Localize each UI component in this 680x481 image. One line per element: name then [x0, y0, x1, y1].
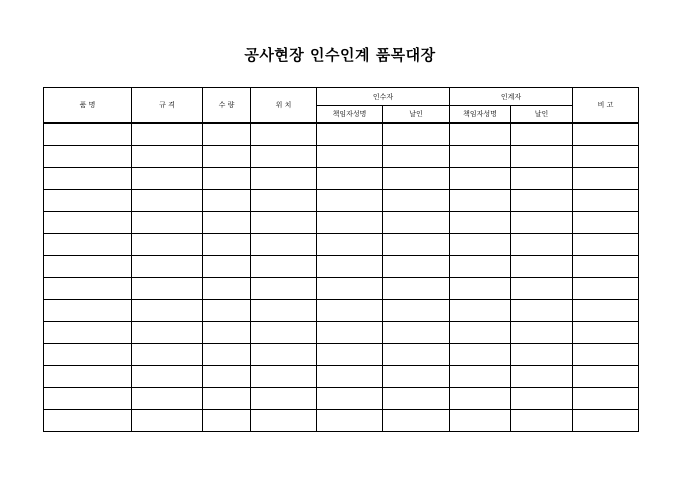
- quantity-cell[interactable]: [203, 234, 251, 256]
- receiver-seal-cell[interactable]: [383, 234, 450, 256]
- table-row: [44, 234, 639, 256]
- receiver-seal-cell[interactable]: [383, 256, 450, 278]
- handover-name-cell[interactable]: [450, 366, 511, 388]
- item-name-cell[interactable]: [44, 146, 132, 168]
- handover-seal-cell[interactable]: [511, 234, 573, 256]
- handover-name-cell[interactable]: [450, 322, 511, 344]
- item-name-cell[interactable]: [44, 256, 132, 278]
- item-name-cell[interactable]: [44, 344, 132, 366]
- table-row: [44, 366, 639, 388]
- remarks-cell[interactable]: [573, 300, 639, 322]
- handover-seal-cell[interactable]: [511, 366, 573, 388]
- header-receiver-seal: 날인: [383, 106, 450, 124]
- table-row: [44, 344, 639, 366]
- quantity-cell[interactable]: [203, 388, 251, 410]
- remarks-cell[interactable]: [573, 322, 639, 344]
- remarks-cell[interactable]: [573, 410, 639, 432]
- quantity-cell[interactable]: [203, 278, 251, 300]
- item-name-cell[interactable]: [44, 300, 132, 322]
- location-cell[interactable]: [251, 300, 317, 322]
- table-row: [44, 300, 639, 322]
- location-cell[interactable]: [251, 146, 317, 168]
- receiver-seal-cell[interactable]: [383, 190, 450, 212]
- table-row: [44, 146, 639, 168]
- item-name-cell[interactable]: [44, 322, 132, 344]
- header-quantity: 수 량: [203, 88, 251, 124]
- handover-name-cell[interactable]: [450, 410, 511, 432]
- table-row: [44, 388, 639, 410]
- handover-seal-cell[interactable]: [511, 388, 573, 410]
- handover-name-cell[interactable]: [450, 388, 511, 410]
- remarks-cell[interactable]: [573, 344, 639, 366]
- handover-name-cell[interactable]: [450, 123, 511, 146]
- location-cell[interactable]: [251, 410, 317, 432]
- receiver-name-cell[interactable]: [317, 146, 383, 168]
- handover-name-cell[interactable]: [450, 234, 511, 256]
- receiver-name-cell[interactable]: [317, 168, 383, 190]
- handover-name-cell[interactable]: [450, 168, 511, 190]
- quantity-cell[interactable]: [203, 190, 251, 212]
- table-row: [44, 256, 639, 278]
- handover-seal-cell[interactable]: [511, 410, 573, 432]
- quantity-cell[interactable]: [203, 344, 251, 366]
- handover-seal-cell[interactable]: [511, 256, 573, 278]
- spec-cell[interactable]: [132, 322, 203, 344]
- receiver-seal-cell[interactable]: [383, 123, 450, 146]
- table-row: [44, 123, 639, 146]
- location-cell[interactable]: [251, 234, 317, 256]
- location-cell[interactable]: [251, 256, 317, 278]
- table-row: [44, 168, 639, 190]
- remarks-cell[interactable]: [573, 190, 639, 212]
- spec-cell[interactable]: [132, 278, 203, 300]
- spec-cell[interactable]: [132, 234, 203, 256]
- receiver-seal-cell[interactable]: [383, 322, 450, 344]
- item-name-cell[interactable]: [44, 366, 132, 388]
- handover-seal-cell[interactable]: [511, 146, 573, 168]
- header-receiver-name: 책임자성명: [317, 106, 383, 124]
- handover-seal-cell[interactable]: [511, 168, 573, 190]
- spec-cell[interactable]: [132, 123, 203, 146]
- handover-ledger-table: [43, 87, 639, 432]
- spec-cell[interactable]: [132, 212, 203, 234]
- remarks-cell[interactable]: [573, 234, 639, 256]
- spec-cell[interactable]: [132, 300, 203, 322]
- header-remarks: 비 고: [573, 88, 639, 124]
- receiver-name-cell[interactable]: [317, 123, 383, 146]
- ledger-body: [44, 123, 639, 432]
- receiver-seal-cell[interactable]: [383, 388, 450, 410]
- item-name-cell[interactable]: [44, 388, 132, 410]
- quantity-cell[interactable]: [203, 123, 251, 146]
- header-row-main: [44, 88, 639, 106]
- spec-cell[interactable]: [132, 366, 203, 388]
- quantity-cell[interactable]: [203, 410, 251, 432]
- remarks-cell[interactable]: [573, 256, 639, 278]
- quantity-cell[interactable]: [203, 256, 251, 278]
- spec-cell[interactable]: [132, 168, 203, 190]
- location-cell[interactable]: [251, 212, 317, 234]
- handover-name-cell[interactable]: [450, 256, 511, 278]
- item-name-cell[interactable]: [44, 234, 132, 256]
- header-receiver-group: 인수자: [317, 88, 450, 106]
- receiver-name-cell[interactable]: [317, 278, 383, 300]
- location-cell[interactable]: [251, 278, 317, 300]
- spec-cell[interactable]: [132, 388, 203, 410]
- header-handover-group: 인계자: [450, 88, 573, 106]
- location-cell[interactable]: [251, 344, 317, 366]
- remarks-cell[interactable]: [573, 366, 639, 388]
- receiver-seal-cell[interactable]: [383, 168, 450, 190]
- remarks-cell[interactable]: [573, 123, 639, 146]
- receiver-name-cell[interactable]: [317, 256, 383, 278]
- spec-cell[interactable]: [132, 256, 203, 278]
- quantity-cell[interactable]: [203, 168, 251, 190]
- handover-seal-cell[interactable]: [511, 190, 573, 212]
- receiver-seal-cell[interactable]: [383, 366, 450, 388]
- location-cell[interactable]: [251, 123, 317, 146]
- location-cell[interactable]: [251, 388, 317, 410]
- header-location: 위 치: [251, 88, 317, 124]
- handover-name-cell[interactable]: [450, 190, 511, 212]
- handover-name-cell[interactable]: [450, 146, 511, 168]
- receiver-name-cell[interactable]: [317, 344, 383, 366]
- receiver-seal-cell[interactable]: [383, 410, 450, 432]
- handover-name-cell[interactable]: [450, 300, 511, 322]
- table-row: [44, 322, 639, 344]
- table-row: [44, 190, 639, 212]
- quantity-cell[interactable]: [203, 300, 251, 322]
- receiver-seal-cell[interactable]: [383, 212, 450, 234]
- receiver-name-cell[interactable]: [317, 212, 383, 234]
- receiver-name-cell[interactable]: [317, 300, 383, 322]
- handover-seal-cell[interactable]: [511, 300, 573, 322]
- spec-cell[interactable]: [132, 190, 203, 212]
- item-name-cell[interactable]: [44, 168, 132, 190]
- spec-cell[interactable]: [132, 410, 203, 432]
- handover-name-cell[interactable]: [450, 278, 511, 300]
- remarks-cell[interactable]: [573, 212, 639, 234]
- header-item-name: 품 명: [44, 88, 132, 124]
- handover-name-cell[interactable]: [450, 212, 511, 234]
- handover-seal-cell[interactable]: [511, 123, 573, 146]
- remarks-cell[interactable]: [573, 278, 639, 300]
- receiver-seal-cell[interactable]: [383, 344, 450, 366]
- remarks-cell[interactable]: [573, 146, 639, 168]
- receiver-seal-cell[interactable]: [383, 300, 450, 322]
- item-name-cell[interactable]: [44, 278, 132, 300]
- header-handover-seal: 날인: [511, 106, 573, 124]
- receiver-name-cell[interactable]: [317, 410, 383, 432]
- handover-seal-cell[interactable]: [511, 278, 573, 300]
- item-name-cell[interactable]: [44, 123, 132, 146]
- spec-cell[interactable]: [132, 146, 203, 168]
- quantity-cell[interactable]: [203, 366, 251, 388]
- handover-seal-cell[interactable]: [511, 344, 573, 366]
- item-name-cell[interactable]: [44, 410, 132, 432]
- quantity-cell[interactable]: [203, 322, 251, 344]
- remarks-cell[interactable]: [573, 168, 639, 190]
- document-title: 공사현장 인수인계 품목대장: [244, 46, 436, 64]
- receiver-name-cell[interactable]: [317, 366, 383, 388]
- spec-cell[interactable]: [132, 344, 203, 366]
- location-cell[interactable]: [251, 168, 317, 190]
- item-name-cell[interactable]: [44, 212, 132, 234]
- handover-seal-cell[interactable]: [511, 322, 573, 344]
- receiver-seal-cell[interactable]: [383, 278, 450, 300]
- receiver-name-cell[interactable]: [317, 388, 383, 410]
- table-row: [44, 410, 639, 432]
- location-cell[interactable]: [251, 190, 317, 212]
- receiver-name-cell[interactable]: [317, 190, 383, 212]
- location-cell[interactable]: [251, 322, 317, 344]
- header-spec: 규 격: [132, 88, 203, 124]
- quantity-cell[interactable]: [203, 212, 251, 234]
- receiver-name-cell[interactable]: [317, 322, 383, 344]
- remarks-cell[interactable]: [573, 388, 639, 410]
- location-cell[interactable]: [251, 366, 317, 388]
- handover-name-cell[interactable]: [450, 344, 511, 366]
- handover-seal-cell[interactable]: [511, 212, 573, 234]
- table-row: [44, 212, 639, 234]
- quantity-cell[interactable]: [203, 146, 251, 168]
- receiver-name-cell[interactable]: [317, 234, 383, 256]
- header-handover-name: 책임자성명: [450, 106, 511, 124]
- table-row: [44, 278, 639, 300]
- item-name-cell[interactable]: [44, 190, 132, 212]
- receiver-seal-cell[interactable]: [383, 146, 450, 168]
